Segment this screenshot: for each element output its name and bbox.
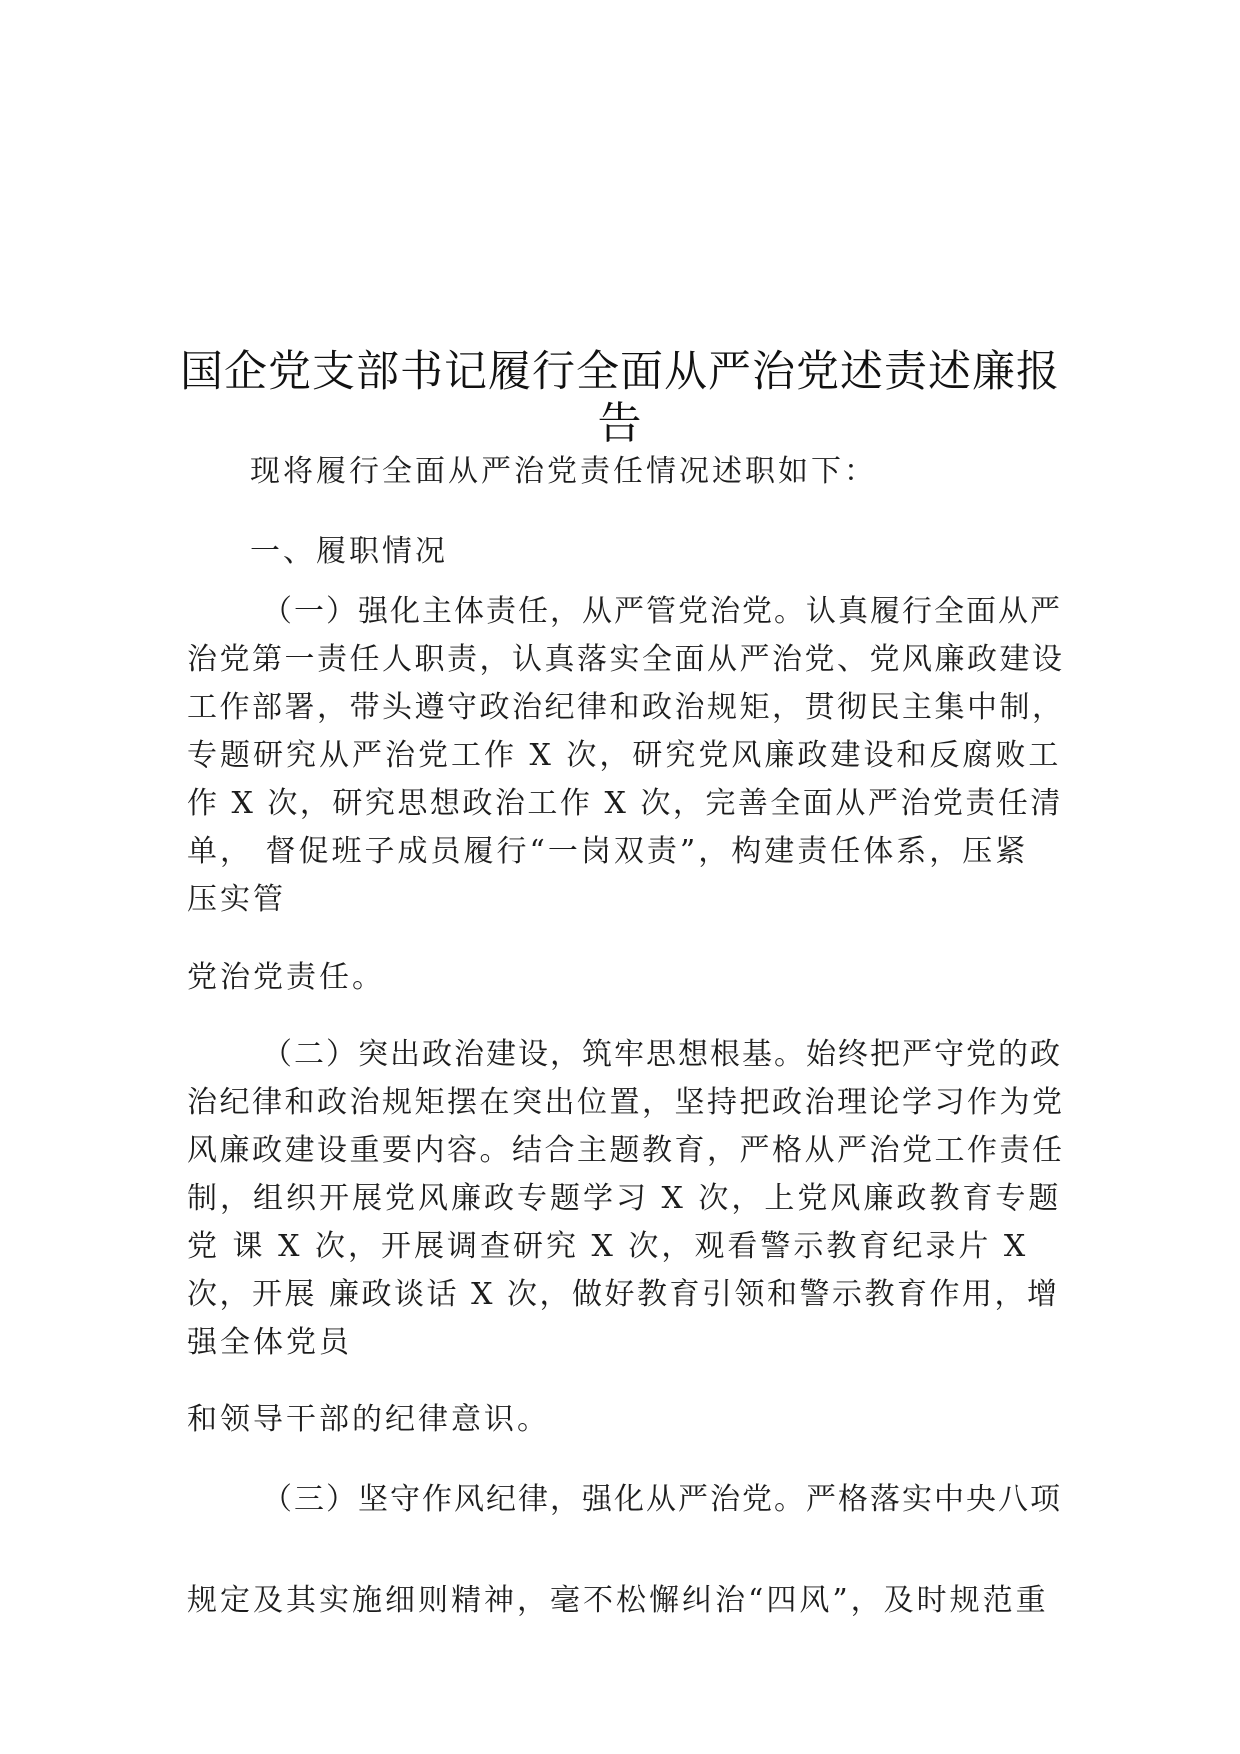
paragraph-2-line: 党 课 X 次，开展调查研究 X 次，观看警示教育纪录片 X xyxy=(187,1229,1029,1264)
paragraph-2-line: 和领导干部的纪律意识。 xyxy=(187,1402,550,1437)
paragraph-1-line: 压实管 xyxy=(187,882,286,917)
document-title-line-1: 国企党支部书记履行全面从严治党述责述廉报 xyxy=(180,347,1060,397)
paragraph-3-line: （三）坚守作风纪律，强化从严治党。严格落实中央八项 xyxy=(262,1482,1062,1517)
paragraph-3-line: 规定及其实施细则精神，毫不松懈纠治“四风”，及时规范重 xyxy=(187,1583,1049,1618)
paragraph-2-line: 强全体党员 xyxy=(187,1325,352,1360)
paragraph-2-line: 次，开展 廉政谈话 X 次，做好教育引领和警示教育作用，增 xyxy=(187,1277,1060,1312)
paragraph-1-line: 作 X 次，研究思想政治工作 X 次，完善全面从严治党责任清 xyxy=(187,786,1063,821)
paragraph-1-line: 专题研究从严治党工作 X 次，研究党风廉政建设和反腐败工 xyxy=(187,738,1062,773)
section-heading-1: 一、履职情况 xyxy=(250,534,448,569)
paragraph-1-line: 单， 督促班子成员履行“一岗双责”，构建责任体系，压紧 xyxy=(187,834,1029,869)
document-title-line-2: 告 xyxy=(597,398,643,449)
paragraph-2-line: 制，组织开展党风廉政专题学习 X 次，上党风廉政教育专题 xyxy=(187,1181,1062,1216)
paragraph-2-line: （二）突出政治建设，筑牢思想根基。始终把严守党的政 xyxy=(262,1037,1062,1072)
paragraph-1-line: （一）强化主体责任，从严管党治党。认真履行全面从严 xyxy=(262,594,1062,629)
paragraph-2-line: 治纪律和政治规矩摆在突出位置，坚持把政治理论学习作为党 xyxy=(187,1085,1065,1120)
paragraph-1-line: 治党第一责任人职责，认真落实全面从严治党、党风廉政建设 xyxy=(187,642,1065,677)
intro-text: 现将履行全面从严治党责任情况述职如下： xyxy=(250,454,877,489)
paragraph-1-line: 党治党责任。 xyxy=(187,960,385,995)
paragraph-2-line: 风廉政建设重要内容。结合主题教育，严格从严治党工作责任 xyxy=(187,1133,1065,1168)
paragraph-1-line: 工作部署，带头遵守政治纪律和政治规矩，贯彻民主集中制， xyxy=(187,690,1065,725)
